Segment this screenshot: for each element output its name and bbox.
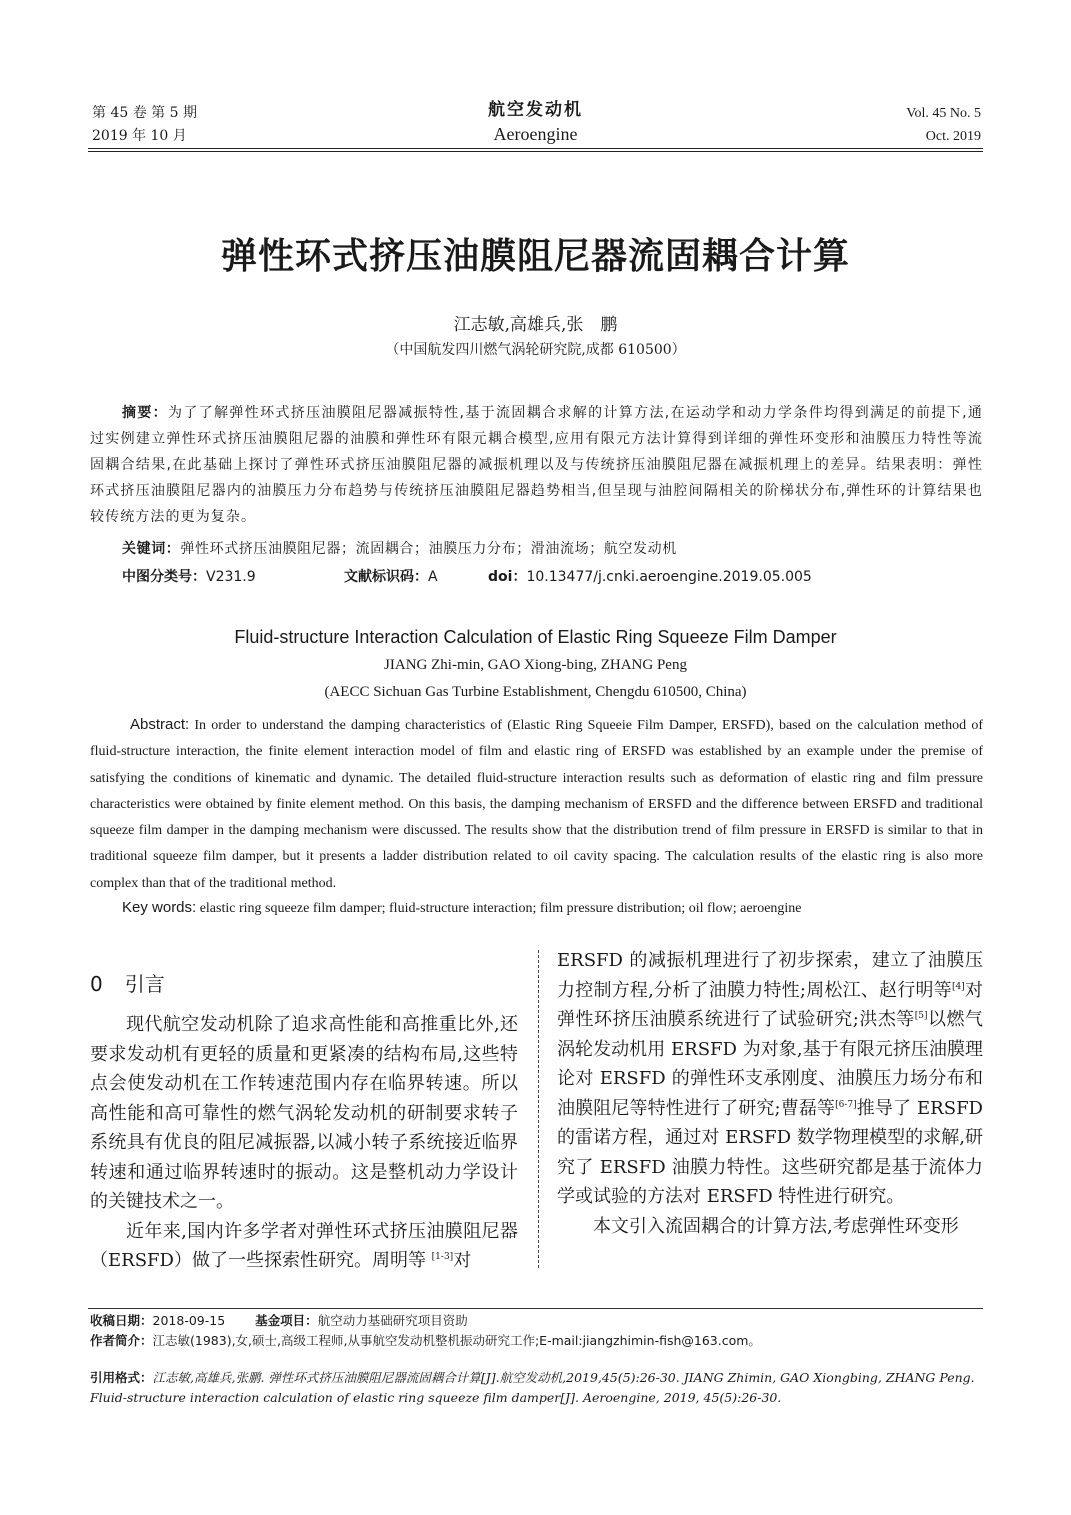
- abstract-cn-label: 摘要：: [122, 405, 169, 421]
- keywords-cn-text: 弹性环式挤压油膜阻尼器；流固耦合；油膜压力分布；滑油流场；航空发动机: [180, 541, 677, 557]
- keywords-en-label: Key words:: [122, 899, 197, 916]
- issue-date: 2019 年 10 月: [92, 128, 187, 144]
- received-date: 2018-09-15: [152, 1313, 226, 1328]
- doc-label: 文献标识码：: [344, 569, 428, 585]
- body-column-right: [557, 946, 983, 1241]
- issue-info-en: [906, 102, 981, 148]
- doi-value[interactable]: 10.13477/j.cnki.aeroengine.2019.05.005: [526, 569, 812, 585]
- paragraph: 本文引入流固耦合的计算方法,考虑弹性环变形: [593, 1215, 959, 1237]
- paragraph: [557, 946, 983, 1212]
- footer-rule: [88, 1308, 983, 1309]
- abstract-en-label: Abstract:: [130, 716, 190, 733]
- journal-name-cn: 航空发动机: [488, 100, 583, 120]
- author-bio-text: 江志敏(1983),女,硕士,高级工程师,从事航空发动机整机振动研究工作;E-mail:jiangzhimin-fish@163.com。: [152, 1333, 761, 1348]
- doi: [488, 566, 812, 586]
- received-label: 收稿日期：: [90, 1313, 153, 1328]
- keywords-cn: [122, 538, 677, 558]
- paper-title-cn: 弹性环式挤压油膜阻尼器流固耦合计算: [220, 235, 850, 277]
- document-code: [344, 566, 438, 586]
- volume-issue-en: Vol. 45 No. 5: [906, 106, 981, 121]
- paragraph-text: 近年来,国内许多学者对弹性环式挤压油膜阻尼器（ERSFD）做了一些探索性研究。周明等: [90, 1220, 518, 1271]
- paragraph-text: ERSFD 的减振机理进行了初步探索，建立了油膜压力控制方程,分析了油膜力特性;周松江、赵行明等: [557, 950, 983, 1001]
- keywords-en: [122, 899, 802, 917]
- received-fund-line: [90, 1311, 983, 1331]
- section-number: 0: [90, 972, 103, 996]
- paragraph-text: 对弹性环挤压油膜系统进行了试验研究;洪杰等: [557, 979, 983, 1030]
- clc-label: 中图分类号：: [122, 569, 206, 585]
- citation-format: [90, 1368, 983, 1408]
- affiliation-en: (AECC Sichuan Gas Turbine Establishment, Chengdu 610500, China): [324, 684, 747, 700]
- abstract-cn: [90, 400, 983, 530]
- abstract-en: [90, 712, 983, 897]
- authors-en: JIANG Zhi-min, GAO Xiong-bing, ZHANG Peng: [384, 657, 687, 673]
- body-column-left: [90, 1010, 518, 1276]
- abstract-en-text: In order to understand the damping characteristics of (Elastic Ring Squeeie Film Damper, ERSFD), based on the calculation method of fluid-structure interaction, the finite element interaction model of film and elastic ring of ERSFD was established by an example under the premise of satisfying the conditions of kinematic and dynamic. The detailed fluid-structure interaction results such as deformation of elastic ring and film pressure characteristics were obtained by finite element method. On this basis, the damping mechanism of ERSFD and the difference between ERSFD and traditional squeeze film damper in the damping mechanism were discussed. The results show that the distribution trend of film pressure in ERSFD is similar to that in traditional squeeze film damper, but it presents a ladder distribution related to oil cavity spacing. The calculation results of the elastic ring is also more complex than that of the traditional method.: [90, 718, 983, 891]
- column-divider: [538, 950, 539, 1268]
- paper-title-en: Fluid-structure Interaction Calculation of Elastic Ring Squeeze Film Damper: [234, 627, 837, 647]
- clc-number: [122, 566, 256, 586]
- author-bio: [90, 1331, 983, 1351]
- header-rule-thin: [88, 151, 983, 152]
- author-bio-label: 作者简介：: [90, 1333, 153, 1348]
- authors-cn: 江志敏,高雄兵,张 鹏: [453, 315, 618, 335]
- abstract-cn-text: 为了了解弹性环式挤压油膜阻尼器减振特性,基于流固耦合求解的计算方法,在运动学和动力学条件均得到满足的前提下,通过实例建立弹性环式挤压油膜阻尼器的油膜和弹性环有限元耦合模型,应用有限元方法计算得到详细的弹性环变形和油膜压力特性等流固耦合结果,在此基础上探讨了弹性环式挤压油膜阻尼器的减振机理以及与传统挤压油膜阻尼器在减振机理上的差异。结果表明：弹性环式挤压油膜阻尼器内的油膜压力分布趋势与传统挤压油膜阻尼器趋势相当,但呈现与油腔间隔相关的阶梯状分布,弹性环的计算结果也较传统方法的更为复杂。: [90, 405, 983, 525]
- section-title: 引言: [124, 972, 165, 996]
- header-rule: [88, 148, 983, 149]
- keywords-cn-label: 关键词：: [122, 541, 181, 557]
- citation-ref[interactable]: [1-3]: [431, 1252, 454, 1262]
- keywords-en-text: elastic ring squeeze film damper; fluid-structure interaction; film pressure distribution; oil flow; aeroengine: [196, 901, 802, 916]
- citation-ref[interactable]: [4]: [952, 981, 965, 992]
- volume-issue: 第 45 卷 第 5 期: [92, 105, 197, 121]
- fund-value: 航空动力基础研究项目资助: [317, 1313, 468, 1328]
- citation-ref[interactable]: [6-7]: [835, 1099, 857, 1110]
- citation-text: 江志敏,高雄兵,张鹏. 弹性环式挤压油膜阻尼器流固耦合计算[J].航空发动机,2019,45(5):26-30. JIANG Zhimin, GAO Xiongbing, ZHANG Peng. Fluid-structure interaction calculation of elastic ring squeeze film damper[J]. Aeroengine, 2019, 45(5):26-30.: [90, 1370, 975, 1405]
- fund-label: 基金项目：: [255, 1313, 318, 1328]
- paragraph-text: 推导了 ERSFD 的雷诺方程，通过对 ERSFD 数学物理模型的求解,研究了 ERSFD 油膜力特性。这些研究都是基于流体力学或试验的方法对 ERSFD 特性进行研究。: [557, 1097, 983, 1207]
- issue-date-en: Oct. 2019: [925, 129, 981, 144]
- affiliation-cn: （中国航发四川燃气涡轮研究院,成都 610500）: [385, 342, 686, 358]
- doc-value: A: [428, 569, 438, 585]
- paragraph-text: 以燃气涡轮发动机用 ERSFD 为对象,基于有限元挤压油膜理论对 ERSFD 的弹性环支承刚度、油膜压力场分布和油膜阻尼等特性进行了研究;曹磊等: [557, 1009, 984, 1119]
- doi-label: doi：: [488, 569, 527, 585]
- citation-ref[interactable]: [5]: [914, 1011, 928, 1021]
- paragraph-text: 对: [453, 1250, 472, 1271]
- paragraph: 现代航空发动机除了追求高性能和高推重比外,还要求发动机有更轻的质量和更紧凑的结构布局,这些特点会使发动机在工作转速范围内存在临界转速。所以高性能和高可靠性的燃气涡轮发动机的研制要求转子系统具有优良的阻尼减振器,以减小转子系统接近临界转速和通过临界转速时的振动。这是整机动力学设计的关键技术之一。: [90, 1014, 518, 1212]
- clc-value: V231.9: [206, 569, 256, 585]
- citation-label: 引用格式：: [90, 1370, 153, 1385]
- journal-name-en: Aeroengine: [493, 124, 578, 144]
- paragraph: [90, 1217, 518, 1276]
- section-heading: [90, 968, 165, 997]
